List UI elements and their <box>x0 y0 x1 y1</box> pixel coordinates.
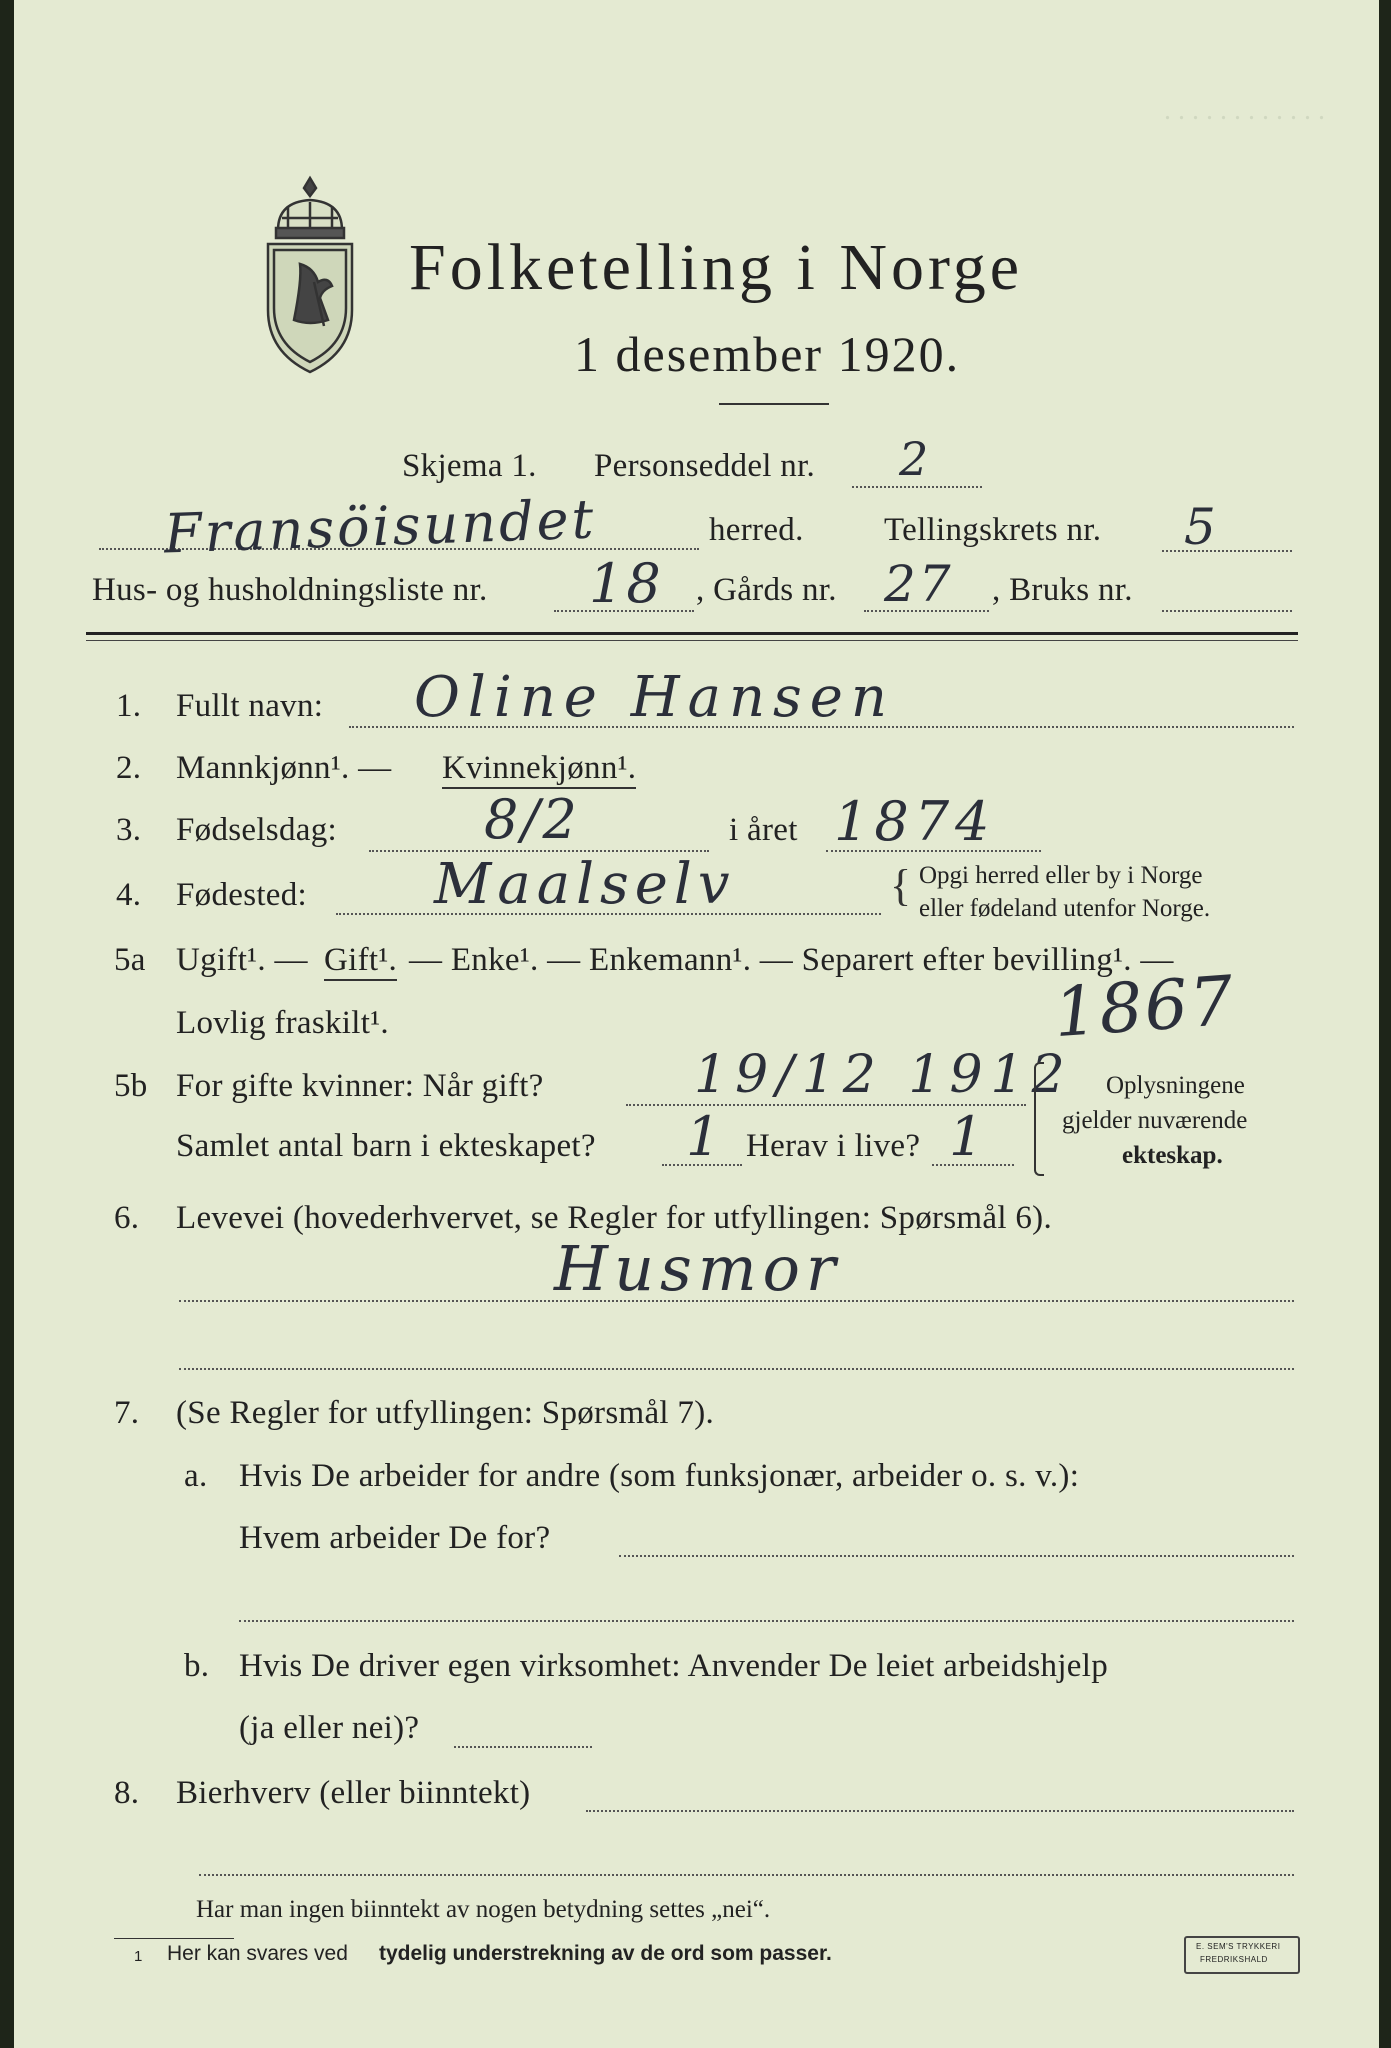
q8-note: Har man ingen biinntekt av nogen betydning settes „nei“. <box>196 1896 771 1923</box>
alive-value: 1 <box>949 1105 987 1168</box>
herred-value: Fransöisundet <box>163 487 598 566</box>
marital-other-options[interactable]: — Enke¹. — Enkemann¹. — Separert efter bevilling¹. — <box>409 942 1174 978</box>
q1-number: 1. <box>116 688 142 724</box>
employer-field[interactable] <box>619 1555 1294 1557</box>
coat-of-arms-icon <box>254 170 366 380</box>
q5a-number: 5a <box>114 942 146 978</box>
q5b-number: 5b <box>114 1068 148 1104</box>
marital-extra-note: 1867 <box>1051 961 1238 1054</box>
marriage-date-value: 19/12 1912 <box>694 1045 1073 1105</box>
personseddel-value: 2 <box>899 432 932 486</box>
q6-number: 6. <box>114 1200 140 1236</box>
side-income-field[interactable] <box>586 1810 1294 1812</box>
census-form-page <box>14 0 1379 2048</box>
bruks-label: , Bruks nr. <box>992 572 1133 608</box>
gards-label: , Gårds nr. <box>696 572 837 608</box>
q7-number: 7. <box>114 1395 140 1431</box>
form-title: Folketelling i Norge <box>409 231 1024 304</box>
q2-number: 2. <box>116 750 142 786</box>
children-value: 1 <box>686 1105 724 1168</box>
side-income-field-line-2[interactable] <box>199 1874 1294 1876</box>
stamp-line-1: E. SEM'S TRYKKERI <box>1196 1942 1281 1951</box>
marital-married-option[interactable]: Gift¹. <box>324 942 397 981</box>
gender-male-option[interactable]: Mannkjønn¹. — <box>176 750 392 786</box>
q5b-bracket <box>1034 1062 1044 1176</box>
section-divider-thin <box>86 640 1298 641</box>
birthdate-value: 8/2 <box>484 788 580 851</box>
q6-label: Levevei (hovederhvervet, se Regler for utfyllingen: Spørsmål 6). <box>176 1200 1053 1236</box>
q7-label: (Se Regler for utfyllingen: Spørsmål 7). <box>176 1395 715 1431</box>
husliste-value: 18 <box>589 552 664 615</box>
q5b-label: For gifte kvinner: Når gift? <box>176 1068 544 1104</box>
q3-number: 3. <box>116 812 142 848</box>
header-rule <box>719 403 829 405</box>
q5b-note-2: gjelder nuværende <box>1062 1107 1248 1134</box>
q7b-letter: b. <box>184 1648 210 1684</box>
q7a-sub-label: Hvem arbeider De for? <box>239 1520 551 1556</box>
footnote-text: Her kan svares ved <box>167 1942 348 1965</box>
form-date: 1 desember 1920. <box>574 326 961 382</box>
personseddel-field[interactable] <box>852 486 982 488</box>
q7b-sub-label: (ja eller nei)? <box>239 1710 420 1746</box>
alive-label: Herav i live? <box>746 1128 921 1164</box>
q4-note-2: eller fødeland utenfor Norge. <box>919 895 1211 922</box>
section-divider <box>86 632 1298 635</box>
q7a-letter: a. <box>184 1458 208 1494</box>
personseddel-label: Personseddel nr. <box>594 448 816 484</box>
q4-brace: { <box>890 861 912 910</box>
husliste-label: Hus- og husholdningsliste nr. <box>92 572 488 608</box>
q4-note-1: Opgi herred eller by i Norge <box>919 862 1203 889</box>
tellingskrets-field[interactable] <box>1162 550 1292 552</box>
footnote-mark: 1 <box>134 1948 143 1965</box>
footnote-rule <box>114 1938 234 1939</box>
marital-single-option[interactable]: Ugift¹. — <box>176 942 308 978</box>
q8-number: 8. <box>114 1775 140 1811</box>
gender-female-option[interactable]: Kvinnekjønn¹. <box>442 750 636 789</box>
bleed-through-text: . . . . . . . . . . . . <box>1164 95 1325 126</box>
occupation-value: Husmor <box>554 1232 842 1305</box>
q1-label: Fullt navn: <box>176 688 324 724</box>
q5b-note-3: ekteskap. <box>1122 1142 1223 1169</box>
q3-label: Fødselsdag: <box>176 812 337 848</box>
herred-label: herred. <box>709 512 804 548</box>
q8-label: Bierhverv (eller biinntekt) <box>176 1775 531 1811</box>
birthplace-value: Maalselv <box>434 852 736 917</box>
bruks-field[interactable] <box>1162 610 1292 612</box>
full-name-value: Oline Hansen <box>414 665 895 730</box>
q7a-label: Hvis De arbeider for andre (som funksjonær, arbeider o. s. v.): <box>239 1458 1080 1494</box>
occupation-field-line-2[interactable] <box>179 1368 1294 1370</box>
footnote-bold-text: tydelig understrekning av de ord som passer. <box>379 1942 832 1965</box>
hired-help-field[interactable] <box>454 1746 592 1748</box>
marital-divorced-option[interactable]: Lovlig fraskilt¹. <box>176 1005 389 1041</box>
gards-value: 27 <box>884 555 954 613</box>
stamp-line-2: FREDRIKSHALD <box>1200 1955 1268 1964</box>
q3-year-label: i året <box>729 812 798 848</box>
skjema-label: Skjema 1. <box>402 448 537 484</box>
tellingskrets-value: 5 <box>1184 498 1219 556</box>
tellingskrets-label: Tellingskrets nr. <box>884 512 1102 548</box>
q4-number: 4. <box>116 877 142 913</box>
q4-label: Fødested: <box>176 877 308 913</box>
employer-field-line-2[interactable] <box>239 1620 1294 1622</box>
q5b-note-1: Oplysningene <box>1106 1072 1245 1099</box>
birth-year-value: 1874 <box>834 790 996 853</box>
printer-stamp <box>1184 1936 1300 1974</box>
children-label: Samlet antal barn i ekteskapet? <box>176 1128 596 1164</box>
q7b-label: Hvis De driver egen virksomhet: Anvender De leiet arbeidshjelp <box>239 1648 1109 1684</box>
